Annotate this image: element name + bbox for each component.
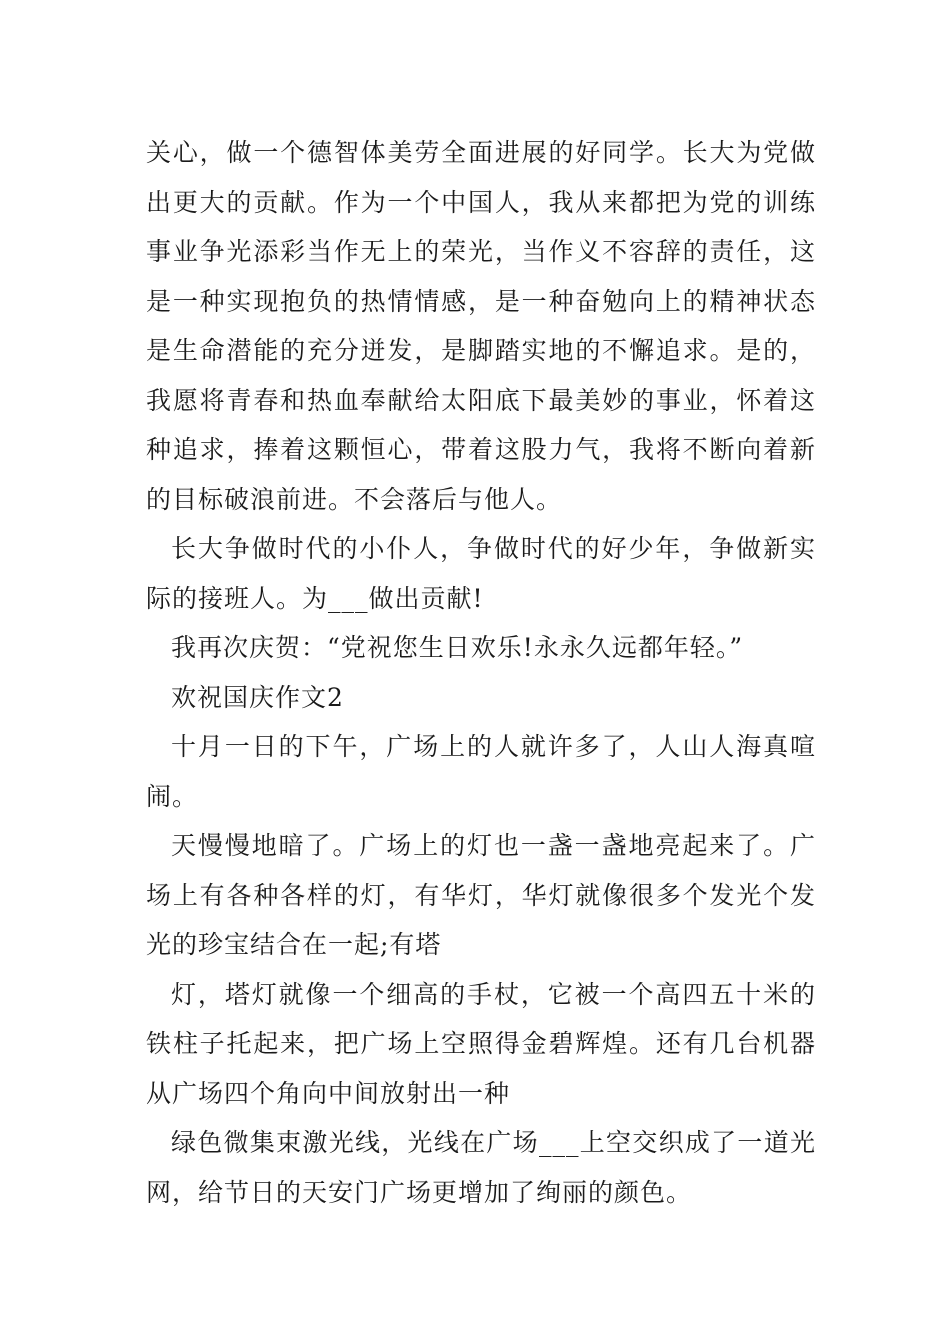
paragraph-6: 天慢慢地暗了。广场上的灯也一盏一盏地亮起来了。广场上有各种各样的灯，有华灯，华灯就像很多个发光个发光的珍宝结合在一起;有塔	[146, 831, 816, 959]
paragraph-1: 关心，做一个德智体美劳全面进展的好同学。长大为党做出更大的贡献。作为一个中国人，我从来都把为党的训练事业争光添彩当作无上的荣光，当作义不容辞的责任，这是一种实现抱负的热情情感，是一种奋勉向上的精神状态是生命潜能的充分迸发，是脚踏实地的不懈追求。是的，我愿将青春和热血奉献给太阳底下最美妙的事业，怀着这种追求，捧着这颗恒心，带着这股力气，我将不断向着新的目标破浪前进。不会落后与他人。	[146, 138, 816, 514]
paragraph-5: 十月一日的下午，广场上的人就许多了，人山人海真喧闹。	[146, 732, 816, 811]
paragraph-2: 长大争做时代的小仆人，争做时代的好少年，争做新实际的接班人。为___做出贡献!	[146, 534, 816, 613]
paragraph-7: 灯，塔灯就像一个细高的手杖，它被一个高四五十米的铁柱子托起来，把广场上空照得金碧辉煌。还有几台机器从广场四个角向中间放射出一种	[146, 979, 816, 1108]
document-body	[146, 128, 816, 1217]
section-heading: 欢祝国庆作文2	[171, 682, 344, 712]
paragraph-8: 绿色微集束激光线，光线在广场___上空交织成了一道光网，给节日的天安门广场更增加了绚丽的颜色。	[146, 1128, 816, 1207]
paragraph-3: 我再次庆贺：“党祝您生日欢乐!永永久远都年轻。”	[171, 633, 744, 662]
